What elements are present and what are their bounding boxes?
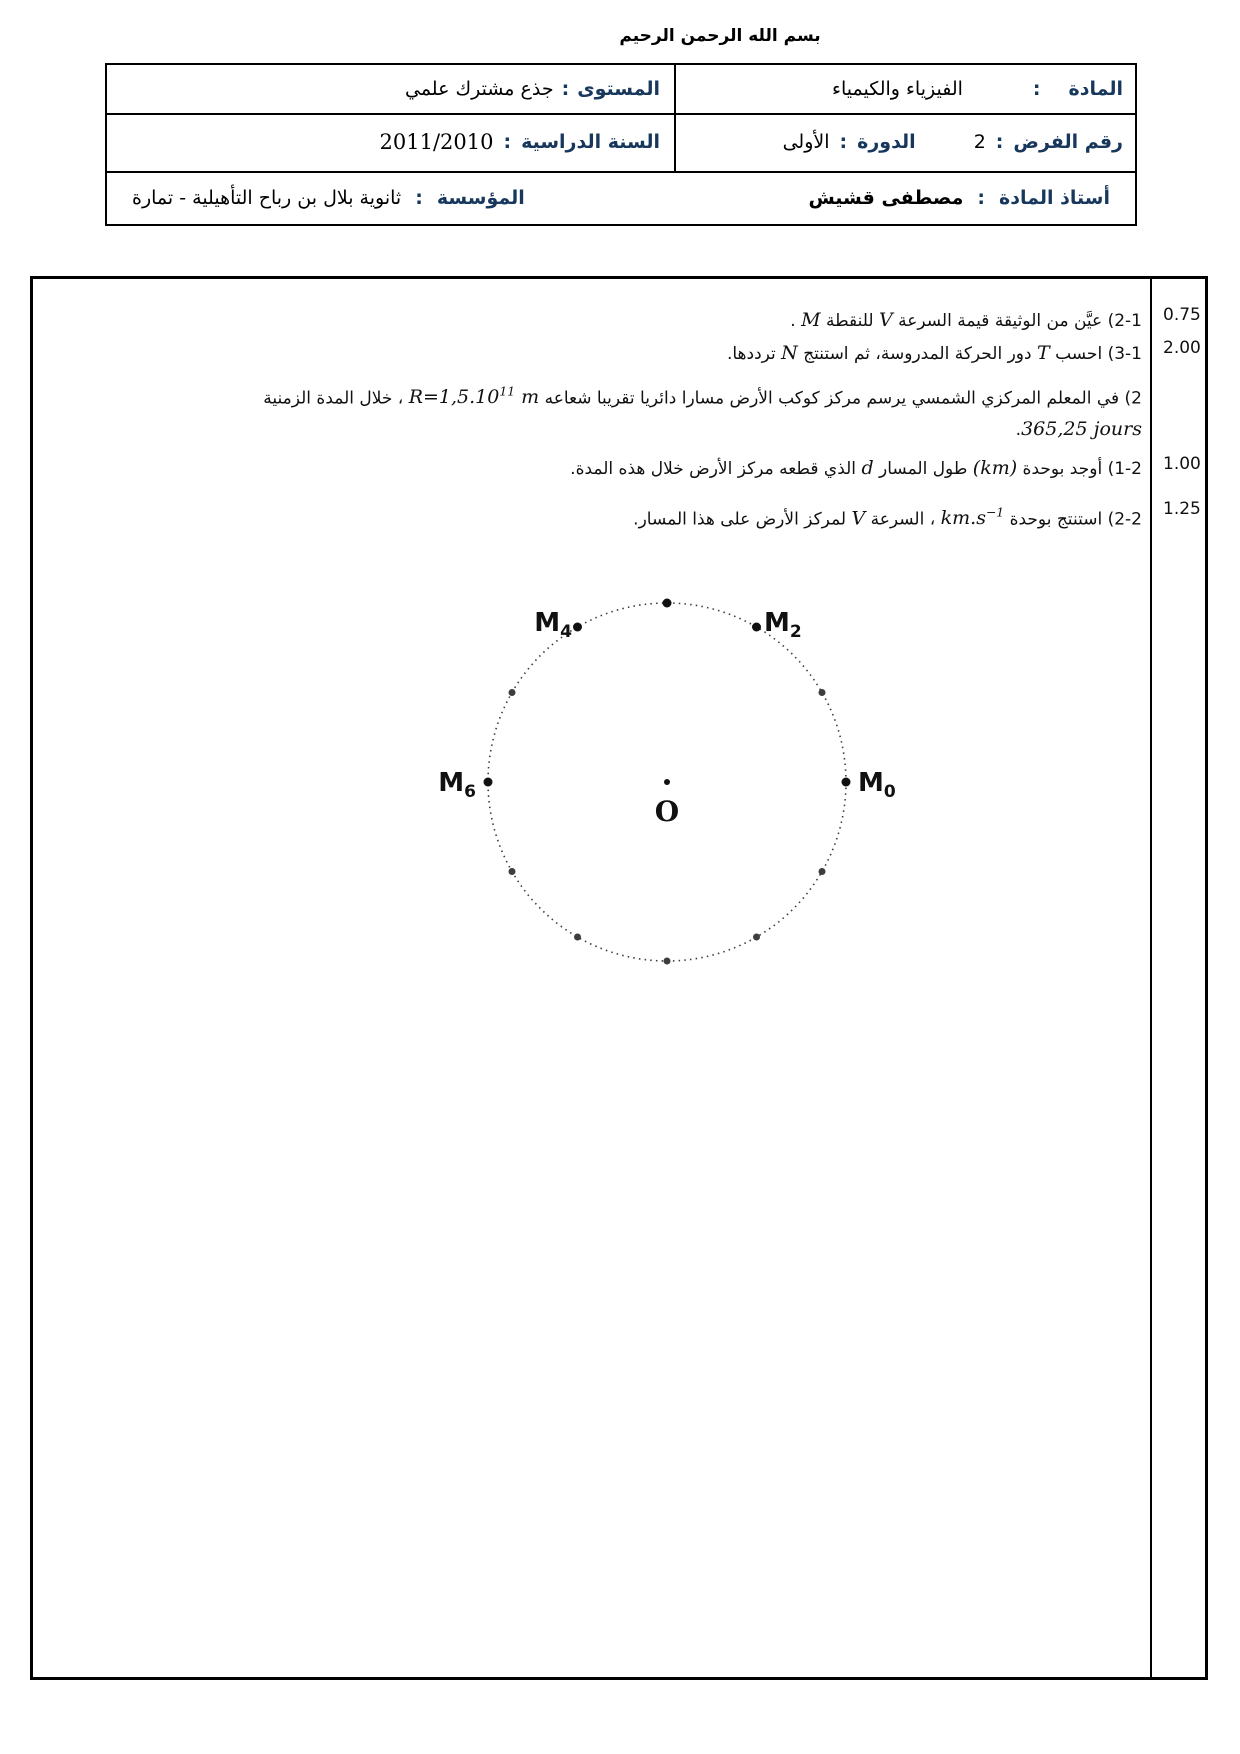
question-text: الذي قطعه مركز الأرض خلال هذه المدة.: [570, 459, 857, 479]
question-text: لمركز الأرض على هذا المسار.: [633, 509, 847, 530]
header-table: [105, 63, 1137, 226]
math-var-N: N: [781, 342, 798, 364]
orbit-point: [509, 689, 516, 696]
question-number: 2-1): [1107, 311, 1142, 331]
point-label-m6: $M_6$: [438, 768, 476, 802]
orbit-point: [842, 778, 851, 787]
duration-value: 365,25 jours: [1021, 418, 1142, 440]
test-number-label: رقم الفرض: [1013, 131, 1123, 153]
mark-value: 1.00: [1163, 454, 1201, 474]
teacher-colon: :: [977, 186, 985, 209]
question-number: 2-2): [1107, 509, 1142, 530]
duration-line: [53, 414, 1142, 445]
question-text: في المعلم المركزي الشمسي يرسم مركز كوكب الأرض مسارا دائريا تقريبا شعاعه: [544, 388, 1120, 409]
question-1-3: [53, 338, 1142, 369]
mark-value: 2.00: [1163, 338, 1201, 358]
math-var-V: V: [878, 309, 893, 331]
institution-value: ثانوية بلال بن رباح التأهيلية - تمارة: [132, 186, 402, 209]
orbit-point: [753, 934, 760, 941]
test-number-value: 2: [973, 131, 986, 153]
institution-label: المؤسسة: [436, 186, 525, 209]
center-label: O: [654, 795, 680, 828]
question-text: ترددها.: [726, 344, 776, 364]
orbit-point: [664, 958, 671, 965]
subject-cell: [674, 65, 1135, 113]
school-year-colon: :: [503, 131, 512, 153]
orbit-point: [509, 868, 516, 875]
center-point: [664, 779, 670, 785]
teacher-institution-cell: [107, 171, 1135, 224]
institution-colon: :: [415, 186, 423, 209]
point-label-m0: $M_0$: [858, 768, 896, 802]
questions-box: [30, 276, 1208, 1680]
teacher-group: [808, 187, 1110, 209]
question-text: ، خلال المدة الزمنية: [263, 388, 404, 409]
subject-label: المادة: [1068, 78, 1123, 100]
session-value: الأولى: [782, 131, 830, 153]
math-base: R=1,5.10: [408, 386, 500, 409]
math-unit-m: m: [521, 386, 540, 409]
subject-colon: :: [1032, 78, 1041, 100]
level-colon: :: [561, 78, 570, 100]
math-unit-km-per-s: [941, 507, 1005, 529]
question-2-2: [53, 498, 1142, 534]
question-text: عيَّن من الوثيقة قيمة السرعة: [898, 311, 1103, 331]
bismillah-text: بسم الله الرحمن الرحيم: [619, 26, 821, 46]
question-text: احسب: [1055, 344, 1103, 364]
test-number-colon: :: [995, 131, 1004, 153]
question-text: .: [790, 311, 796, 331]
institution-group: [132, 187, 525, 209]
question-1-2: [53, 305, 1142, 336]
school-year-value: 2011/2010: [379, 130, 494, 154]
math-exponent: −1: [985, 506, 1005, 520]
question-text: ، السرعة: [870, 509, 936, 530]
question-text: أوجد بوحدة: [1022, 459, 1103, 479]
school-year-cell: [107, 113, 674, 171]
level-label: المستوى: [577, 78, 660, 100]
orbit-diagram: [430, 575, 930, 975]
orbit-point: [752, 623, 761, 632]
question-text: طول المسار: [879, 459, 968, 479]
school-year-label: السنة الدراسية: [521, 131, 660, 153]
question-text: للنقطة: [825, 311, 874, 331]
math-expression-radius: [409, 386, 539, 408]
mark-value: 0.75: [1163, 305, 1201, 325]
mark-value: 1.25: [1163, 499, 1201, 519]
orbit-point: [819, 868, 826, 875]
subject-value: الفيزياء والكيمياء: [832, 78, 963, 100]
orbit-point: [484, 778, 493, 787]
session-label: الدورة: [857, 131, 916, 153]
point-label-m4: $M_4$: [534, 608, 572, 642]
orbit-point: [819, 689, 826, 696]
math-var-M: M: [801, 309, 821, 331]
teacher-value: مصطفى قشيش: [808, 186, 964, 209]
question-2-1: [53, 453, 1142, 484]
question-number: 3-1): [1107, 344, 1142, 364]
test-number-session-cell: [674, 113, 1135, 171]
point-label-m2: $M_2$: [764, 608, 802, 642]
teacher-label: أستاذ المادة: [999, 186, 1110, 209]
math-var-T: T: [1036, 342, 1050, 364]
level-value: جذع مشترك علمي: [404, 78, 554, 100]
orbit-point: [663, 599, 672, 608]
question-text: دور الحركة المدروسة، ثم استنتج: [803, 344, 1032, 364]
question-number: 2): [1124, 388, 1142, 409]
math-base: km.s: [940, 507, 986, 530]
sentence-period: .: [1015, 420, 1022, 440]
orbit-point: [573, 623, 582, 632]
math-var-d: d: [861, 457, 874, 479]
question-2-intro: [53, 377, 1142, 413]
session-colon: :: [839, 131, 848, 153]
orbit-point: [574, 934, 581, 941]
question-text: استنتج بوحدة: [1009, 509, 1103, 530]
math-unit-km: (km): [972, 457, 1018, 479]
math-exponent: 11: [499, 385, 516, 399]
marks-column-divider: [1150, 279, 1152, 1677]
level-cell: [107, 65, 674, 113]
question-number: 1-2): [1107, 459, 1142, 479]
math-var-V: V: [851, 507, 866, 530]
